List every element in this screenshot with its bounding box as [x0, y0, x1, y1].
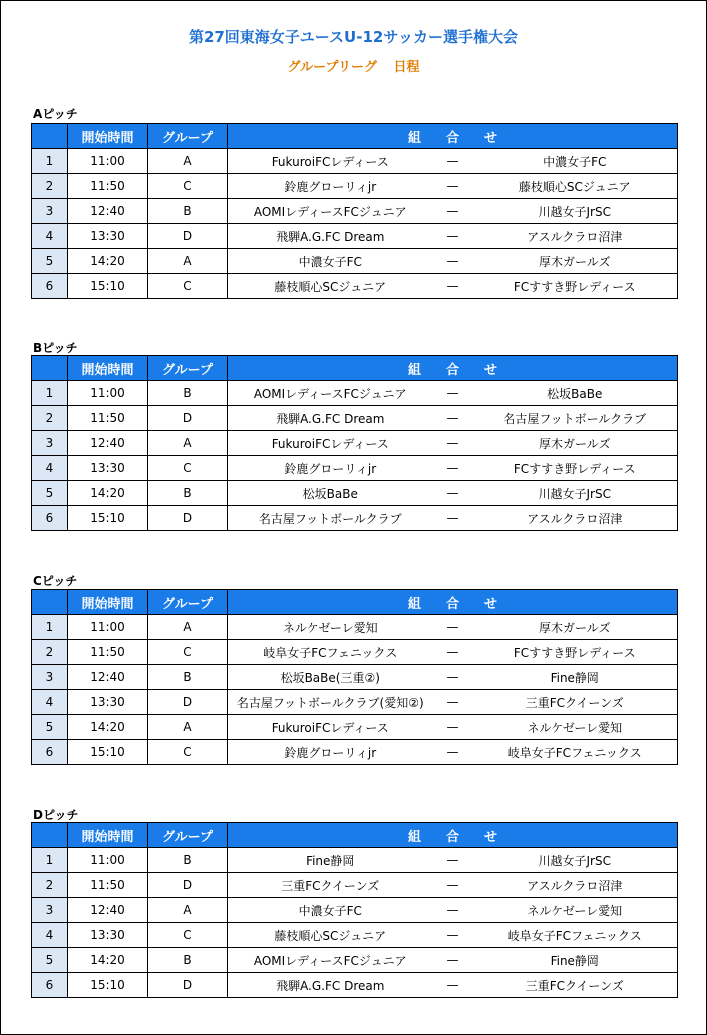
away-team: 川越女子JrSC	[473, 848, 678, 873]
group-letter: B	[148, 199, 228, 224]
pitch-label-a: Aピッチ	[33, 107, 78, 121]
home-team: FukuroiFCレディース	[228, 149, 433, 174]
group-letter: B	[148, 848, 228, 873]
home-team: FukuroiFCレディース	[228, 715, 433, 740]
home-team: 岐阜女子FCフェニックス	[228, 640, 433, 665]
away-team: 厚木ガールズ	[473, 249, 678, 274]
versus-dash: —	[433, 481, 473, 506]
start-time: 13:30	[68, 690, 148, 715]
away-team: 松坂BaBe	[473, 381, 678, 406]
home-team: 藤枝順心SCジュニア	[228, 274, 433, 299]
start-time: 11:00	[68, 381, 148, 406]
header-matchup-char-2: 合	[445, 362, 459, 378]
table-row	[32, 174, 678, 199]
match-number: 2	[32, 640, 68, 665]
match-number: 6	[32, 973, 68, 998]
home-team: 鈴鹿グローリィjr	[228, 174, 433, 199]
header-time: 開始時間	[68, 124, 148, 149]
group-letter: C	[148, 923, 228, 948]
table-header-row	[32, 356, 678, 381]
versus-dash: —	[433, 640, 473, 665]
header-number	[32, 356, 68, 381]
pitch-label-d: Dピッチ	[33, 808, 79, 822]
group-letter: D	[148, 406, 228, 431]
header-matchup-char-2: 合	[445, 829, 459, 845]
header-time: 開始時間	[68, 356, 148, 381]
match-number: 5	[32, 249, 68, 274]
away-team: 三重FCクイーンズ	[473, 973, 678, 998]
match-number: 1	[32, 848, 68, 873]
away-team: アスルクラロ沼津	[473, 506, 678, 531]
versus-dash: —	[433, 149, 473, 174]
home-team: 三重FCクイーンズ	[228, 873, 433, 898]
table-row	[32, 224, 678, 249]
versus-dash: —	[433, 715, 473, 740]
away-team: 厚木ガールズ	[473, 431, 678, 456]
home-team: 松坂BaBe	[228, 481, 433, 506]
versus-dash: —	[433, 406, 473, 431]
group-letter: D	[148, 873, 228, 898]
home-team: 名古屋フットボールクラブ	[228, 506, 433, 531]
page-title: 第27回東海女子ユースU-12サッカー選手権大会	[188, 28, 519, 46]
match-number: 3	[32, 898, 68, 923]
header-matchup-char-1: 組	[407, 829, 421, 845]
away-team: 川越女子JrSC	[473, 199, 678, 224]
table-row	[32, 848, 678, 873]
home-team: 鈴鹿グローリィjr	[228, 456, 433, 481]
table-row	[32, 406, 678, 431]
versus-dash: —	[433, 615, 473, 640]
match-number: 1	[32, 149, 68, 174]
header-number	[32, 590, 68, 615]
match-number: 5	[32, 948, 68, 973]
away-team: 岐阜女子FCフェニックス	[473, 923, 678, 948]
header-group: グループ	[148, 823, 228, 848]
start-time: 11:00	[68, 848, 148, 873]
away-team: FCすすき野レディース	[473, 640, 678, 665]
group-letter: B	[148, 381, 228, 406]
away-team: ネルケゼーレ愛知	[473, 898, 678, 923]
group-letter: A	[148, 898, 228, 923]
group-letter: B	[148, 665, 228, 690]
start-time: 12:40	[68, 665, 148, 690]
match-number: 6	[32, 274, 68, 299]
versus-dash: —	[433, 923, 473, 948]
home-team: AOMIレディースFCジュニア	[228, 199, 433, 224]
away-team: FCすすき野レディース	[473, 456, 678, 481]
match-number: 4	[32, 690, 68, 715]
header-group: グループ	[148, 356, 228, 381]
table-header-row	[32, 590, 678, 615]
versus-dash: —	[433, 224, 473, 249]
away-team: アスルクラロ沼津	[473, 873, 678, 898]
match-number: 1	[32, 381, 68, 406]
schedule-table-c	[31, 589, 678, 765]
table-row	[32, 149, 678, 174]
home-team: 名古屋フットボールクラブ(愛知②)	[228, 690, 433, 715]
table-row	[32, 665, 678, 690]
header-group: グループ	[148, 124, 228, 149]
table-header-row	[32, 823, 678, 848]
start-time: 15:10	[68, 506, 148, 531]
subtitle-group-league: グループリーグ	[287, 60, 377, 75]
group-letter: C	[148, 456, 228, 481]
page-subtitle	[0, 56, 707, 75]
header-matchup-char-1: 組	[407, 130, 421, 146]
away-team: 川越女子JrSC	[473, 481, 678, 506]
start-time: 11:50	[68, 873, 148, 898]
match-number: 2	[32, 174, 68, 199]
table-row	[32, 715, 678, 740]
match-number: 4	[32, 456, 68, 481]
group-letter: D	[148, 506, 228, 531]
table-row	[32, 873, 678, 898]
away-team: 厚木ガールズ	[473, 615, 678, 640]
away-team: 名古屋フットボールクラブ	[473, 406, 678, 431]
versus-dash: —	[433, 274, 473, 299]
match-number: 4	[32, 224, 68, 249]
match-number: 6	[32, 506, 68, 531]
start-time: 11:00	[68, 615, 148, 640]
versus-dash: —	[433, 249, 473, 274]
match-number: 2	[32, 873, 68, 898]
schedule-table-b	[31, 355, 678, 531]
home-team: 藤枝順心SCジュニア	[228, 923, 433, 948]
home-team: AOMIレディースFCジュニア	[228, 381, 433, 406]
group-letter: C	[148, 174, 228, 199]
table-row	[32, 249, 678, 274]
versus-dash: —	[433, 174, 473, 199]
start-time: 14:20	[68, 715, 148, 740]
group-letter: A	[148, 249, 228, 274]
away-team: 藤枝順心SCジュニア	[473, 174, 678, 199]
header-matchup	[228, 124, 678, 149]
header-matchup-char-3: せ	[483, 829, 497, 845]
table-row	[32, 199, 678, 224]
start-time: 15:10	[68, 973, 148, 998]
header-number	[32, 124, 68, 149]
start-time: 13:30	[68, 224, 148, 249]
versus-dash: —	[433, 431, 473, 456]
away-team: Fine静岡	[473, 665, 678, 690]
versus-dash: —	[433, 973, 473, 998]
header-matchup	[228, 590, 678, 615]
table-row	[32, 948, 678, 973]
start-time: 12:40	[68, 199, 148, 224]
table-row	[32, 381, 678, 406]
header-matchup-char-1: 組	[407, 362, 421, 378]
table-row	[32, 898, 678, 923]
away-team: 中濃女子FC	[473, 149, 678, 174]
group-letter: A	[148, 149, 228, 174]
header-matchup-char-3: せ	[483, 362, 497, 378]
away-team: ネルケゼーレ愛知	[473, 715, 678, 740]
start-time: 11:50	[68, 406, 148, 431]
versus-dash: —	[433, 506, 473, 531]
table-row	[32, 506, 678, 531]
group-letter: C	[148, 274, 228, 299]
group-letter: A	[148, 715, 228, 740]
away-team: アスルクラロ沼津	[473, 224, 678, 249]
home-team: FukuroiFCレディース	[228, 431, 433, 456]
home-team: AOMIレディースFCジュニア	[228, 948, 433, 973]
header-time: 開始時間	[68, 590, 148, 615]
start-time: 13:30	[68, 456, 148, 481]
home-team: ネルケゼーレ愛知	[228, 615, 433, 640]
group-letter: D	[148, 224, 228, 249]
away-team: Fine静岡	[473, 948, 678, 973]
start-time: 11:00	[68, 149, 148, 174]
home-team: 松坂BaBe(三重②)	[228, 665, 433, 690]
group-letter: C	[148, 640, 228, 665]
match-number: 3	[32, 199, 68, 224]
table-row	[32, 740, 678, 765]
start-time: 15:10	[68, 274, 148, 299]
start-time: 12:40	[68, 898, 148, 923]
table-row	[32, 923, 678, 948]
group-letter: B	[148, 481, 228, 506]
table-header-row	[32, 124, 678, 149]
versus-dash: —	[433, 948, 473, 973]
home-team: 鈴鹿グローリィjr	[228, 740, 433, 765]
home-team: 中濃女子FC	[228, 898, 433, 923]
start-time: 11:50	[68, 174, 148, 199]
subtitle-schedule: 日程	[393, 60, 420, 75]
table-row	[32, 481, 678, 506]
versus-dash: —	[433, 848, 473, 873]
group-letter: C	[148, 740, 228, 765]
versus-dash: —	[433, 199, 473, 224]
header-group: グループ	[148, 590, 228, 615]
versus-dash: —	[433, 898, 473, 923]
table-row	[32, 640, 678, 665]
match-number: 1	[32, 615, 68, 640]
versus-dash: —	[433, 873, 473, 898]
start-time: 14:20	[68, 249, 148, 274]
home-team: 飛騨A.G.FC Dream	[228, 406, 433, 431]
home-team: 飛騨A.G.FC Dream	[228, 973, 433, 998]
match-number: 2	[32, 406, 68, 431]
versus-dash: —	[433, 740, 473, 765]
start-time: 11:50	[68, 640, 148, 665]
group-letter: B	[148, 948, 228, 973]
versus-dash: —	[433, 690, 473, 715]
away-team: 三重FCクイーンズ	[473, 690, 678, 715]
group-letter: D	[148, 973, 228, 998]
start-time: 15:10	[68, 740, 148, 765]
match-number: 5	[32, 715, 68, 740]
table-row	[32, 690, 678, 715]
schedule-table-d	[31, 822, 678, 998]
group-letter: D	[148, 690, 228, 715]
header-matchup-char-3: せ	[483, 596, 497, 612]
header-matchup-char-1: 組	[407, 596, 421, 612]
table-row	[32, 274, 678, 299]
header-matchup-char-3: せ	[483, 130, 497, 146]
group-letter: A	[148, 615, 228, 640]
away-team: 岐阜女子FCフェニックス	[473, 740, 678, 765]
header-number	[32, 823, 68, 848]
table-row	[32, 615, 678, 640]
home-team: 飛騨A.G.FC Dream	[228, 224, 433, 249]
header-matchup	[228, 823, 678, 848]
home-team: Fine静岡	[228, 848, 433, 873]
pitch-label-c: Cピッチ	[33, 574, 78, 588]
start-time: 12:40	[68, 431, 148, 456]
header-matchup	[228, 356, 678, 381]
start-time: 13:30	[68, 923, 148, 948]
table-row	[32, 431, 678, 456]
table-row	[32, 973, 678, 998]
versus-dash: —	[433, 456, 473, 481]
header-time: 開始時間	[68, 823, 148, 848]
match-number: 3	[32, 431, 68, 456]
match-number: 6	[32, 740, 68, 765]
start-time: 14:20	[68, 948, 148, 973]
schedule-table-a	[31, 123, 678, 299]
start-time: 14:20	[68, 481, 148, 506]
home-team: 中濃女子FC	[228, 249, 433, 274]
match-number: 5	[32, 481, 68, 506]
versus-dash: —	[433, 381, 473, 406]
header-matchup-char-2: 合	[445, 596, 459, 612]
pitch-label-b: Bピッチ	[33, 341, 78, 355]
match-number: 3	[32, 665, 68, 690]
away-team: FCすすき野レディース	[473, 274, 678, 299]
header-matchup-char-2: 合	[445, 130, 459, 146]
group-letter: A	[148, 431, 228, 456]
match-number: 4	[32, 923, 68, 948]
table-row	[32, 456, 678, 481]
versus-dash: —	[433, 665, 473, 690]
